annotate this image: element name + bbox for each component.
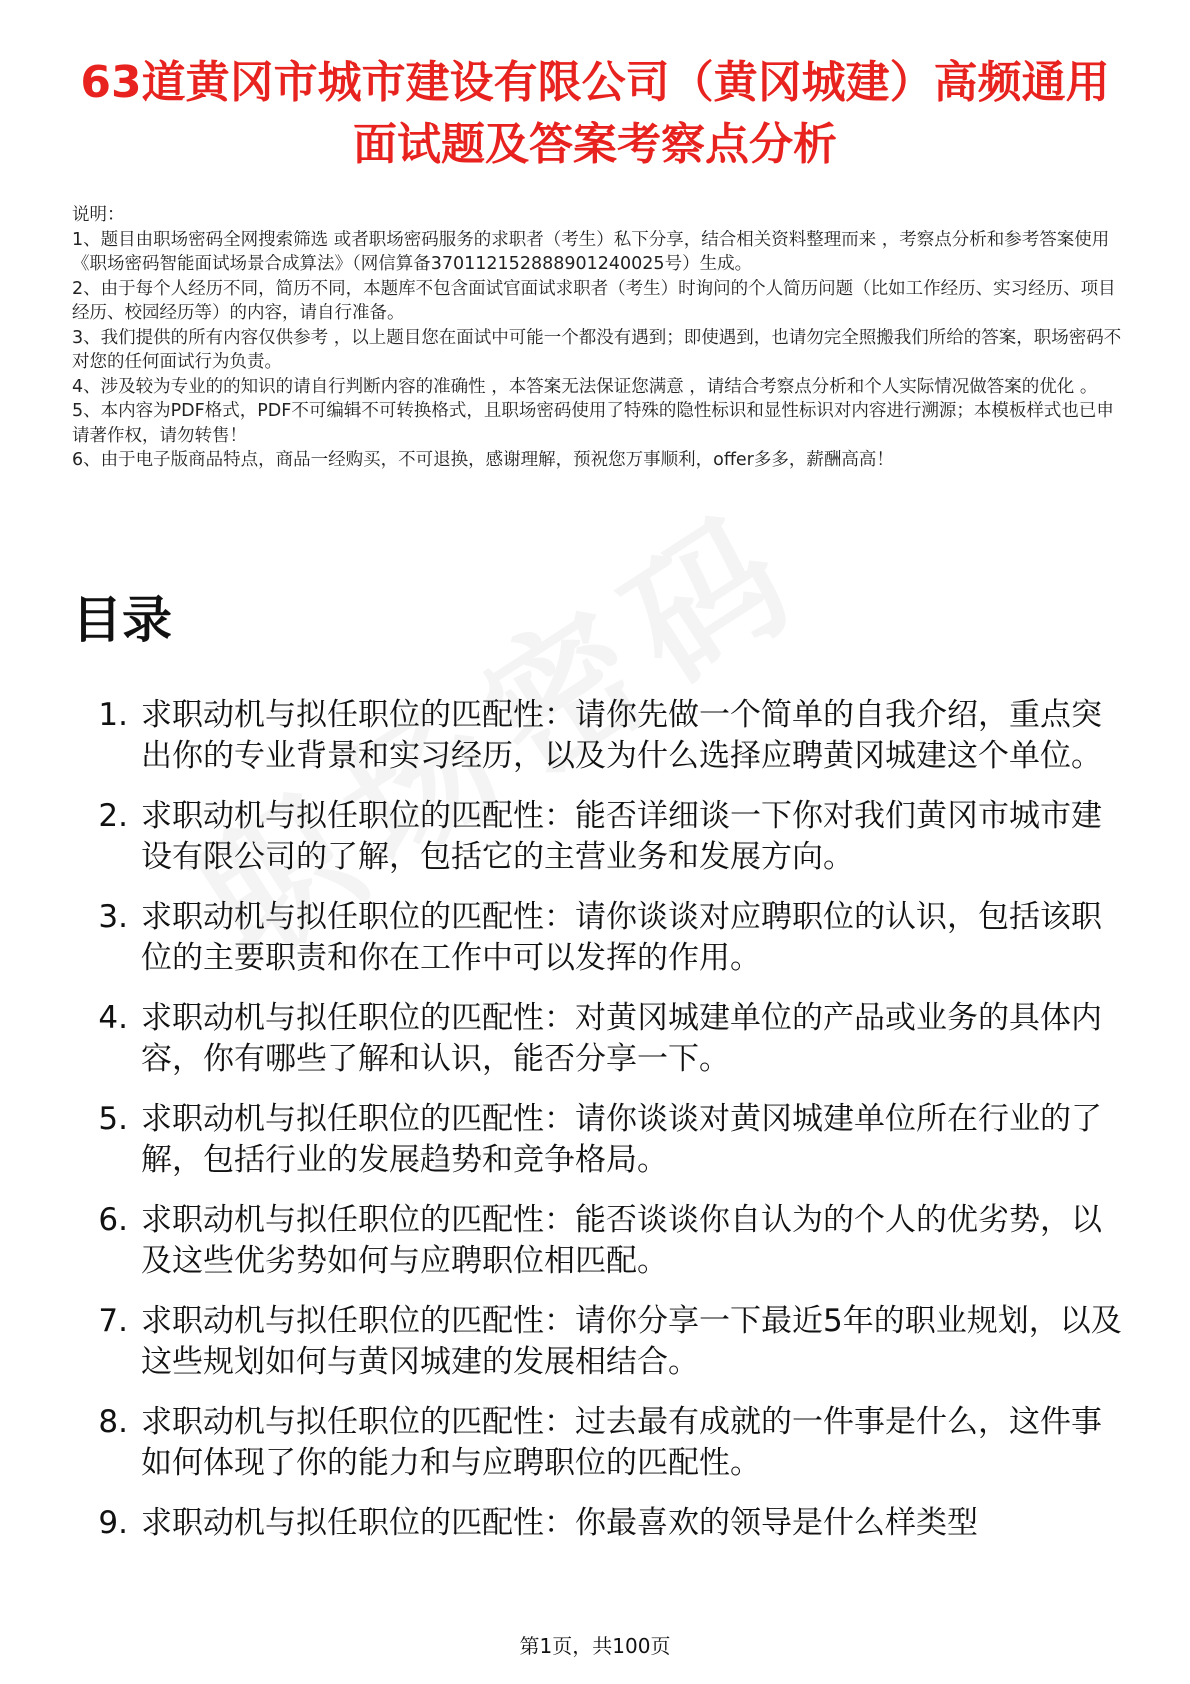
toc-item-text: 求职动机与拟任职位的匹配性：能否谈谈你自认为的个人的优劣势，以及这些优劣势如何与应聘职位相匹配。: [141, 1202, 1102, 1279]
toc-item-number: 5.: [98, 1101, 128, 1137]
toc-item[interactable]: [72, 695, 1132, 777]
toc-item-text: 求职动机与拟任职位的匹配性：请你谈谈对黄冈城建单位所在行业的了解，包括行业的发展趋势和竞争格局。: [141, 1101, 1102, 1178]
toc-item-number: 8.: [98, 1404, 128, 1440]
toc-item[interactable]: [72, 998, 1132, 1080]
note-item: 4、涉及较为专业的的知识的请自行判断内容的准确性 ，本答案无法保证您满意 ，请结合考察点分析和个人实际情况做答案的优化 。: [72, 376, 1098, 397]
toc-item-text: 求职动机与拟任职位的匹配性：能否详细谈一下你对我们黄冈市城市建设有限公司的了解，包括它的主营业务和发展方向。: [141, 798, 1102, 875]
toc-item-text: 求职动机与拟任职位的匹配性：对黄冈城建单位的产品或业务的具体内容，你有哪些了解和认识，能否分享一下。: [141, 1000, 1102, 1077]
toc-item-number: 4.: [98, 1000, 128, 1036]
note-item: 3、我们提供的所有内容仅供参考 ，以上题目您在面试中可能一个都没有遇到；即使遇到，也请勿完全照搬我们所给的答案，职场密码不对您的任何面试行为负责。: [72, 327, 1122, 372]
toc-item-number: 6.: [98, 1202, 128, 1238]
toc-item[interactable]: [72, 1099, 1132, 1181]
toc-item[interactable]: [72, 1200, 1132, 1282]
document-title: 63道黄冈市城市建设有限公司（黄冈城建）高频通用面试题及答案考察点分析: [80, 57, 1110, 170]
page-footer: 第1页，共100页: [519, 1634, 671, 1658]
toc-item-text: 求职动机与拟任职位的匹配性：请你先做一个简单的自我介绍，重点突出你的专业背景和实习经历，以及为什么选择应聘黄冈城建这个单位。: [141, 697, 1102, 774]
toc-item-text: 求职动机与拟任职位的匹配性：请你分享一下最近5年的职业规划，以及这些规划如何与黄冈城建的发展相结合。: [141, 1303, 1122, 1380]
toc-item[interactable]: [72, 1402, 1132, 1484]
toc-item-text: 求职动机与拟任职位的匹配性：过去最有成就的一件事是什么，这件事如何体现了你的能力和与应聘职位的匹配性。: [141, 1404, 1102, 1481]
toc-item[interactable]: [72, 897, 1132, 979]
notes-section: [72, 203, 1122, 473]
note-item: 2、由于每个人经历不同，简历不同，本题库不包含面试官面试求职者（考生）时询问的个人简历问题（比如工作经历、实习经历、项目经历、校园经历等）的内容，请自行准备。: [72, 278, 1116, 323]
toc-item-number: 1.: [98, 697, 128, 733]
toc-item-number: 3.: [98, 899, 128, 935]
note-item: 5、本内容为PDF格式，PDF不可编辑不可转换格式，且职场密码使用了特殊的隐性标识和显性标识对内容进行溯源；本模板样式也已申请著作权，请勿转售！: [72, 401, 1114, 446]
toc-item-text: 求职动机与拟任职位的匹配性：你最喜欢的领导是什么样类型: [141, 1505, 978, 1541]
toc-item-number: 9.: [98, 1505, 128, 1541]
toc-item-text: 求职动机与拟任职位的匹配性：请你谈谈对应聘职位的认识，包括该职位的主要职责和你在工作中可以发挥的作用。: [141, 899, 1102, 976]
toc-list: [72, 695, 1132, 1563]
toc-item[interactable]: [72, 1503, 1132, 1544]
toc-heading: 目录: [72, 591, 172, 649]
toc-item-number: 2.: [98, 798, 128, 834]
note-item: 6、由于电子版商品特点，商品一经购买，不可退换，感谢理解，预祝您万事顺利，offer多多，薪酬高高！: [72, 450, 894, 470]
notes-heading: 说明：: [72, 205, 125, 225]
toc-item-number: 7.: [98, 1303, 128, 1339]
toc-item[interactable]: [72, 1301, 1132, 1383]
toc-item[interactable]: [72, 796, 1132, 878]
note-item: 1、题目由职场密码全网搜索筛选 或者职场密码服务的求职者（考生）私下分享，结合相关资料整理而来 ，考察点分析和参考答案使用《职场密码智能面试场景合成算法》（网信算备370112152888901240025号）生成。: [72, 229, 1110, 274]
